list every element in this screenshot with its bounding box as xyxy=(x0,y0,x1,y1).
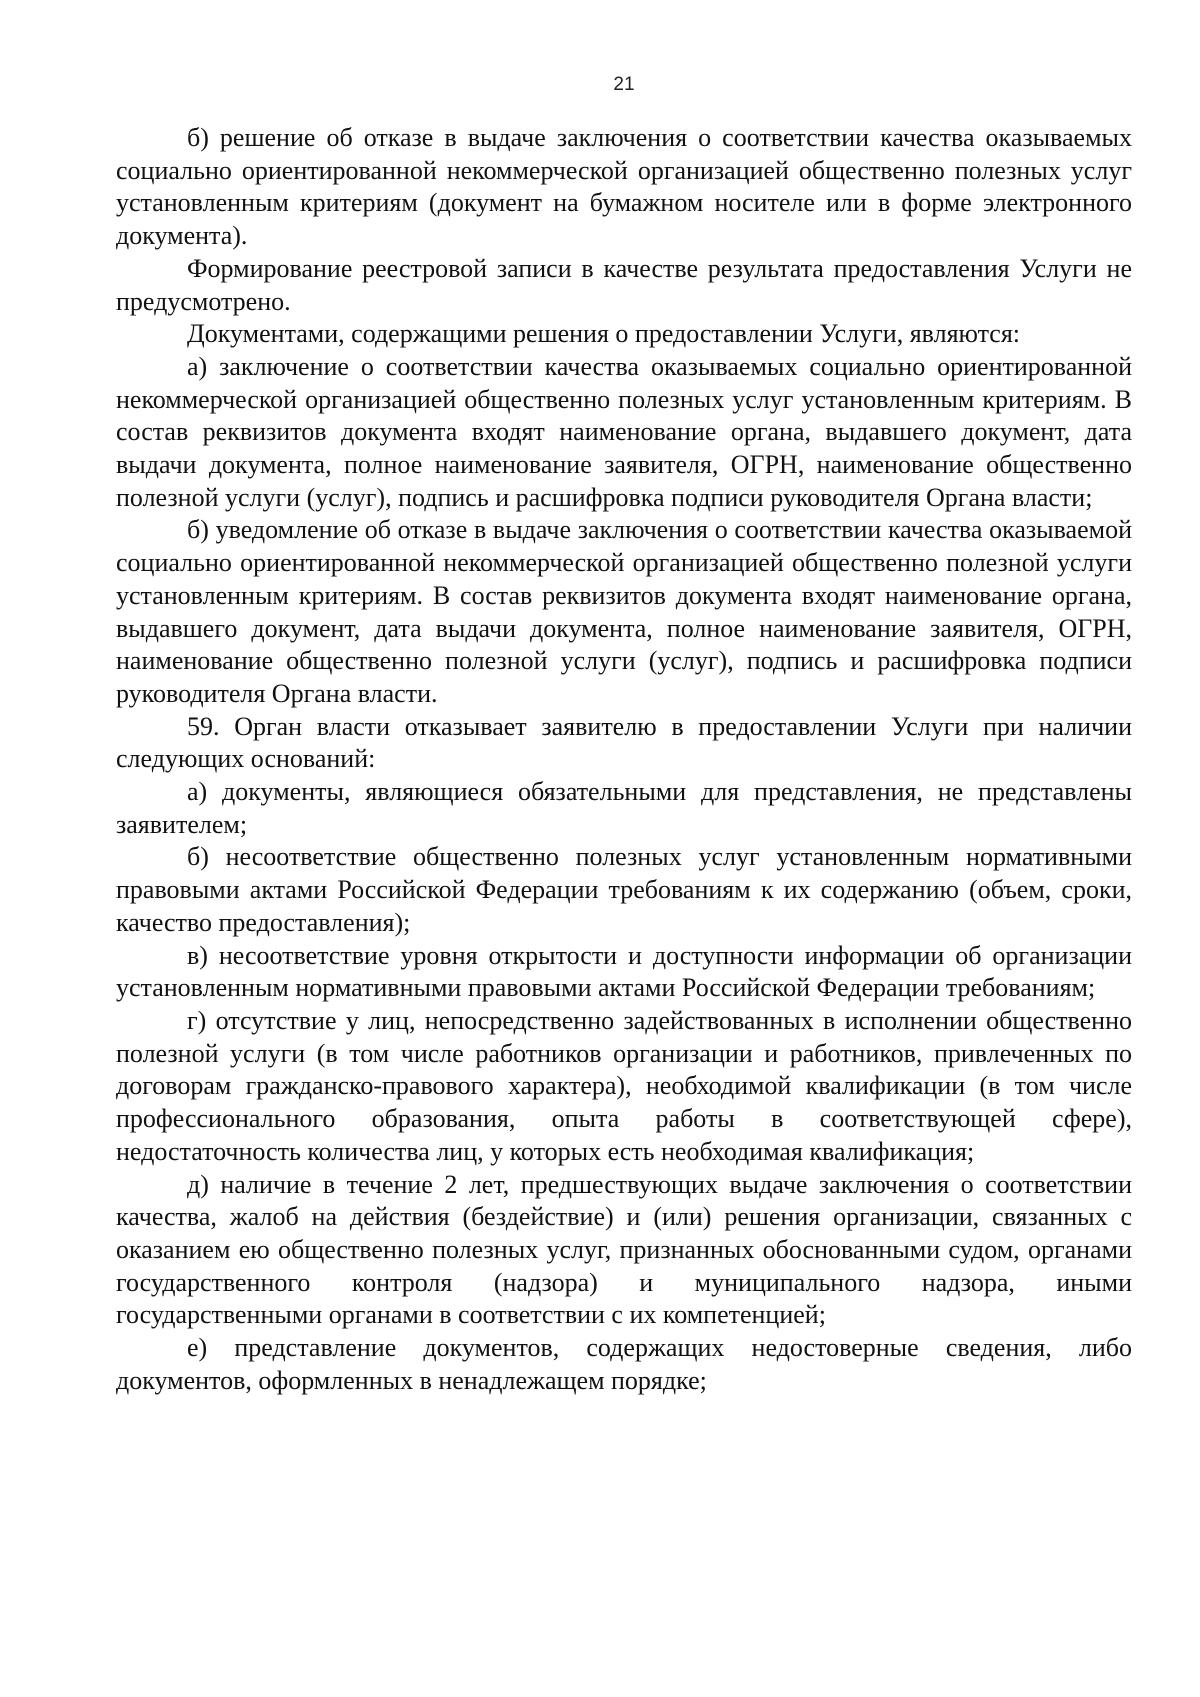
document-body xyxy=(116,122,1132,1397)
paragraph-refusal-notice: б) уведомление об отказе в выдаче заключения о соответствии качества оказываемой социально ориентированной некоммерческой организацией общественно полезной услуги установленным критериям. В состав реквизитов документа входят наименование органа, выдавшего документ, дата выдачи документа, полное наименование заявителя, ОГРН, наименование общественно полезной услуги (услуг), подпись и расшифровка подписи руководителя Органа власти. xyxy=(116,515,1132,708)
paragraph-ground-v: в) несоответствие уровня открытости и доступности информации об организации установленным нормативными правовыми актами Российской Федерации требованиям; xyxy=(116,940,1132,1003)
paragraph-decision-refusal: б) решение об отказе в выдаче заключения о соответствии качества оказываемых социально ориентированной некоммерческой организацией общественно полезных услуг установленным критериям (документ на бумажном носителе или в форме электронного документа). xyxy=(116,123,1132,251)
paragraph-ground-d: д) наличие в течение 2 лет, предшествующих выдаче заключения о соответствии качества, жалоб на действия (бездействие) и (или) решения организации, связанных с оказанием ею общественно полезных услуг, признанных обоснованными судом, органами государственного контроля (надзора) и муниципального надзора, иными государственными органами в соответствии с их компетенцией; xyxy=(116,1169,1132,1330)
paragraph-documents-intro: Документами, содержащими решения о предоставлении Услуги, являются: xyxy=(187,319,1021,349)
paragraph-ground-a: а) документы, являющиеся обязательными для представления, не представлены заявителем; xyxy=(116,777,1132,839)
paragraph-ground-g: г) отсутствие у лиц, непосредственно задействованных в исполнении общественно полезной услуги (в том числе работников организации и работников, привлеченных по договорам гражданско-правового характера), необходимой квалификации (в том числе профессионального образования, опыта работы в соответствующей сфере), недостаточность количества лиц, у которых есть необходимая квалификация; xyxy=(116,1005,1132,1166)
paragraph-registry-record: Формирование реестровой записи в качестве результата предоставления Услуги не предусмотрено. xyxy=(116,253,1132,316)
page-number: 21 xyxy=(613,74,635,95)
paragraph-item-59: 59. Орган власти отказывает заявителю в предоставлении Услуги при наличии следующих оснований: xyxy=(116,711,1132,774)
paragraph-ground-e: е) представление документов, содержащих недостоверные сведения, либо документов, оформленных в ненадлежащем порядке; xyxy=(116,1333,1132,1395)
paragraph-ground-b: б) несоответствие общественно полезных услуг установленным нормативными правовыми актами Российской Федерации требованиям к их содержанию (объем, сроки, качество предоставления); xyxy=(116,842,1132,937)
paragraph-conclusion: а) заключение о соответствии качества оказываемых социально ориентированной некоммерческой организацией общественно полезных услуг установленным критериям. В состав реквизитов документа входят наименование органа, выдавшего документ, дата выдачи документа, полное наименование заявителя, ОГРН, наименование общественно полезной услуги (услуг), подпись и расшифровка подписи руководителя Органа власти; xyxy=(116,351,1132,512)
